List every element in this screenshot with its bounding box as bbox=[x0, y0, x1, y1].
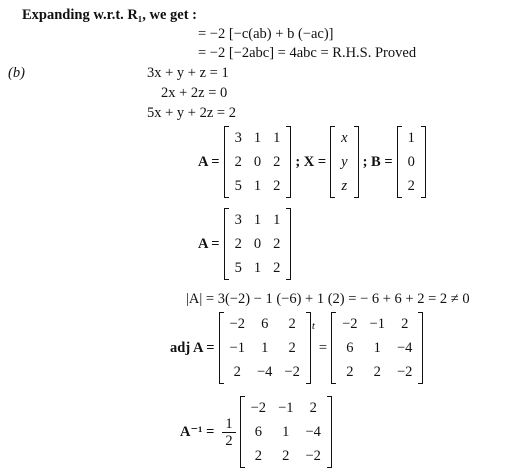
matrix-cof-cell: 2 bbox=[288, 315, 296, 332]
equals-sign: = bbox=[318, 339, 328, 356]
matrix-definitions bbox=[198, 126, 426, 198]
matrix-cof-cell: −4 bbox=[256, 363, 273, 380]
matrix-A-cell: 0 bbox=[253, 153, 262, 170]
label-inverse: A⁻¹ = bbox=[180, 424, 215, 440]
matrix-A-cell: 2 bbox=[273, 153, 281, 170]
matrix-A-cell: 1 bbox=[253, 177, 262, 194]
matrix-A-cell: 5 bbox=[234, 177, 242, 194]
label-A-2: A = bbox=[198, 235, 220, 252]
matrix-A2-cell: 5 bbox=[234, 259, 242, 276]
matrix-A-cell: 2 bbox=[234, 153, 242, 170]
matrix-inv-cell: 2 bbox=[309, 399, 317, 416]
matrix-inv-cell: 1 bbox=[282, 423, 290, 440]
part-label: (b) bbox=[8, 65, 25, 81]
label-X: ; X = bbox=[295, 153, 327, 170]
matrix-adj-cell: 6 bbox=[346, 339, 354, 356]
matrix-X-cell: y bbox=[341, 153, 348, 170]
matrix-inv-cell: 2 bbox=[282, 447, 290, 464]
matrix-adj-cell: 2 bbox=[346, 363, 354, 380]
matrix-A2-cell: 1 bbox=[253, 259, 262, 276]
matrix-inv-cell: −1 bbox=[278, 399, 294, 416]
matrix-A-cell: 1 bbox=[273, 129, 281, 146]
matrix-inv-cell: −4 bbox=[305, 423, 321, 440]
matrix-adj-cell: −4 bbox=[396, 339, 413, 356]
matrix-B bbox=[397, 126, 426, 198]
fraction-denominator: 2 bbox=[225, 432, 233, 449]
matrix-adj bbox=[331, 312, 423, 384]
matrix-A2-cell: 1 bbox=[273, 211, 281, 228]
expansion-step-2: = −2 [−2abc] = 4abc = R.H.S. Proved bbox=[198, 45, 417, 61]
matrix-B-cell: 0 bbox=[407, 153, 415, 170]
matrix-cof-cell: 1 bbox=[261, 339, 269, 356]
matrix-cof-cell: 6 bbox=[261, 315, 269, 332]
matrix-adj-cell: −2 bbox=[396, 363, 413, 380]
matrix-cof-cell: −2 bbox=[284, 363, 300, 380]
equation-2: 2x + 2z = 0 bbox=[161, 85, 228, 101]
transpose-mark: t bbox=[311, 320, 315, 332]
matrix-A-restated bbox=[198, 208, 291, 280]
matrix-inv-cell: −2 bbox=[305, 447, 321, 464]
label-B: ; B = bbox=[362, 153, 393, 170]
matrix-A-cell: 1 bbox=[253, 129, 262, 146]
matrix-cof-cell: −1 bbox=[229, 339, 245, 356]
matrix-B-cell: 2 bbox=[407, 177, 415, 194]
matrix-A-cell: 3 bbox=[234, 129, 242, 146]
matrix-A2-cell: 2 bbox=[273, 235, 281, 252]
label-adj: adj A = bbox=[170, 339, 215, 356]
matrix-inv-cell: 6 bbox=[254, 423, 262, 440]
matrix-adj-cell: −1 bbox=[369, 315, 385, 332]
matrix-X-cell: z bbox=[341, 177, 348, 194]
matrix-cof-cell: −2 bbox=[229, 315, 245, 332]
matrix-cofactor bbox=[219, 312, 311, 384]
matrix-adj-cell: −2 bbox=[342, 315, 358, 332]
matrix-X-cell: x bbox=[341, 129, 348, 146]
fraction-numerator: 1 bbox=[222, 416, 235, 433]
matrix-A2-cell: 1 bbox=[253, 211, 262, 228]
determinant-line: |A| = 3(−2) − 1 (−6) + 1 (2) = − 6 + 6 + 2 = 2 ≠ 0 bbox=[186, 291, 470, 307]
matrix-cof-cell: 2 bbox=[288, 339, 296, 356]
equation-3: 5x + y + 2z = 2 bbox=[147, 105, 236, 121]
matrix-A2-cell: 0 bbox=[253, 235, 262, 252]
equation-1: 3x + y + z = 1 bbox=[147, 65, 229, 81]
inverse-equation bbox=[180, 396, 332, 468]
matrix-A2-cell: 2 bbox=[234, 235, 242, 252]
label-A: A = bbox=[198, 153, 220, 170]
matrix-A2-cell: 2 bbox=[273, 259, 281, 276]
expansion-step-1: = −2 [−c(ab) + b (−ac)] bbox=[198, 26, 334, 42]
matrix-A2-cell: 3 bbox=[234, 211, 242, 228]
matrix-A bbox=[224, 126, 292, 198]
matrix-adj-cell: 2 bbox=[401, 315, 409, 332]
intro-line: Expanding w.r.t. R₁, we get : bbox=[22, 7, 198, 23]
matrix-B-cell: 1 bbox=[407, 129, 415, 146]
matrix-adj-cell: 1 bbox=[373, 339, 381, 356]
matrix-inv-cell: 2 bbox=[254, 447, 262, 464]
matrix-A-2 bbox=[224, 208, 292, 280]
adjoint-equation bbox=[170, 312, 423, 384]
matrix-inv-cell: −2 bbox=[250, 399, 267, 416]
matrix-adj-cell: 2 bbox=[373, 363, 381, 380]
matrix-inverse bbox=[240, 396, 332, 468]
matrix-cof-cell: 2 bbox=[233, 363, 241, 380]
matrix-A-cell: 2 bbox=[273, 177, 281, 194]
fraction-half bbox=[222, 416, 235, 449]
matrix-X bbox=[330, 126, 358, 198]
